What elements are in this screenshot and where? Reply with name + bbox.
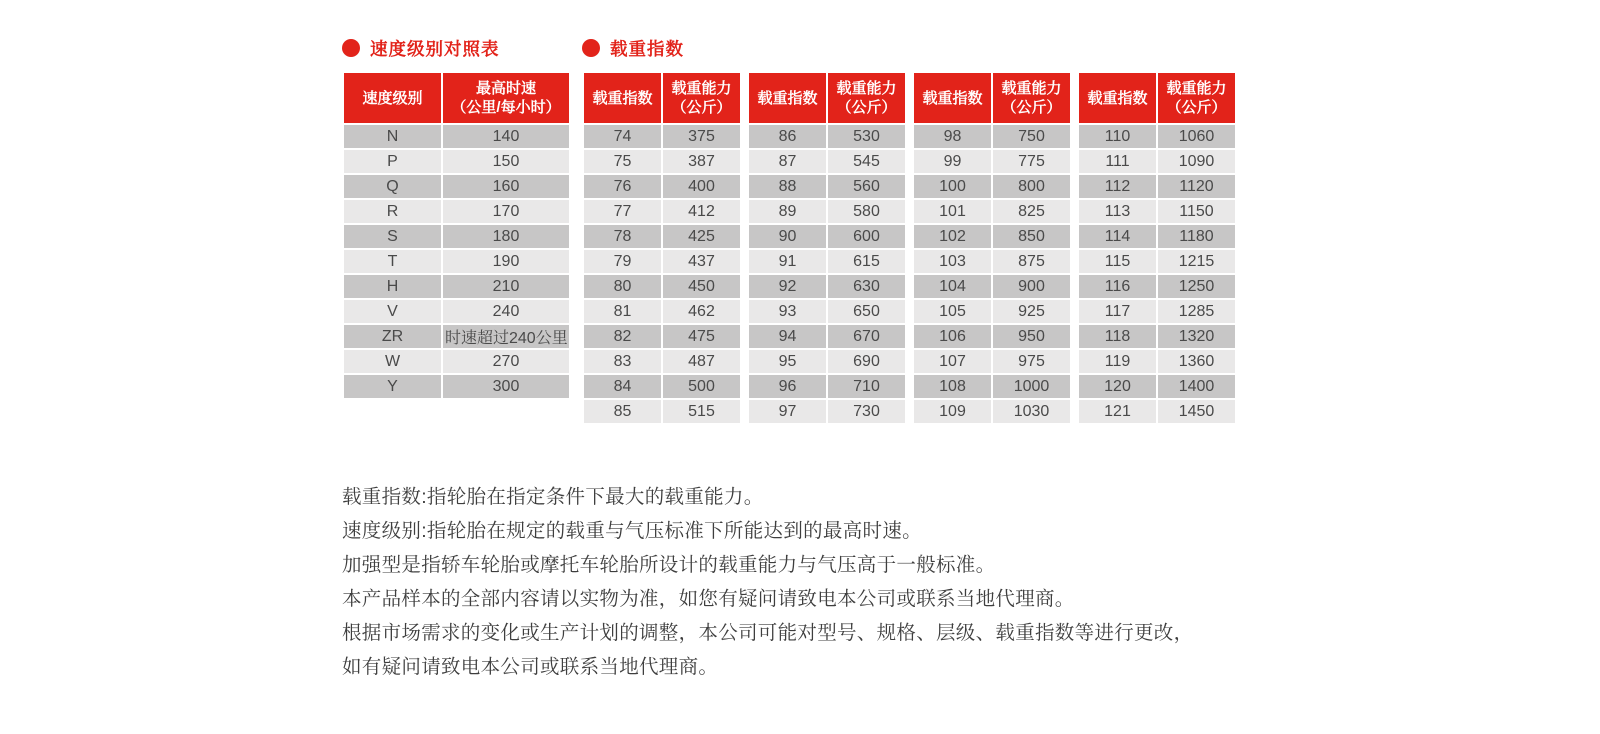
load-index-header: 载重指数 bbox=[748, 72, 827, 124]
table-row bbox=[583, 199, 741, 224]
table-row bbox=[343, 249, 570, 274]
load-capacity-header-line2: （公斤） bbox=[671, 99, 732, 116]
table-row bbox=[583, 299, 741, 324]
load-capacity-cell: 600 bbox=[827, 224, 906, 249]
table-row bbox=[748, 224, 906, 249]
load-index-header: 载重指数 bbox=[1078, 72, 1157, 124]
load-capacity-cell: 1000 bbox=[992, 374, 1071, 399]
table-row bbox=[343, 324, 570, 349]
table-row bbox=[583, 124, 741, 149]
load-capacity-cell: 425 bbox=[662, 224, 741, 249]
speed-level-header: 速度级别 bbox=[343, 72, 442, 124]
load-capacity-cell: 750 bbox=[992, 124, 1071, 149]
load-capacity-cell: 1090 bbox=[1157, 149, 1236, 174]
load-index-cell: 90 bbox=[748, 224, 827, 249]
max-speed-header bbox=[442, 72, 570, 124]
load-index-cell: 98 bbox=[913, 124, 992, 149]
load-capacity-cell: 412 bbox=[662, 199, 741, 224]
load-index-cell: 75 bbox=[583, 149, 662, 174]
table-row bbox=[1078, 324, 1236, 349]
load-index-cell: 95 bbox=[748, 349, 827, 374]
load-capacity-cell: 1060 bbox=[1157, 124, 1236, 149]
max-speed-cell: 160 bbox=[442, 174, 570, 199]
load-capacity-cell: 825 bbox=[992, 199, 1071, 224]
load-capacity-header bbox=[992, 72, 1071, 124]
load-index-cell: 74 bbox=[583, 124, 662, 149]
load-capacity-header bbox=[1157, 72, 1236, 124]
table-row bbox=[583, 224, 741, 249]
load-capacity-cell: 730 bbox=[827, 399, 906, 424]
table-row bbox=[748, 124, 906, 149]
speed-level-cell: P bbox=[343, 149, 442, 174]
max-speed-cell: 300 bbox=[442, 374, 570, 399]
load-capacity-cell: 800 bbox=[992, 174, 1071, 199]
load-table-title-text: 载重指数 bbox=[610, 38, 684, 59]
load-capacity-cell: 437 bbox=[662, 249, 741, 274]
table-row bbox=[1078, 249, 1236, 274]
load-capacity-header-line1: 载重能力 bbox=[836, 80, 897, 97]
load-capacity-cell: 670 bbox=[827, 324, 906, 349]
load-index-cell: 113 bbox=[1078, 199, 1157, 224]
max-speed-cell: 270 bbox=[442, 349, 570, 374]
load-index-cell: 121 bbox=[1078, 399, 1157, 424]
load-capacity-cell: 875 bbox=[992, 249, 1071, 274]
load-index-cell: 85 bbox=[583, 399, 662, 424]
load-capacity-cell: 450 bbox=[662, 274, 741, 299]
note-line-4: 本产品样本的全部内容请以实物为准，如您有疑问请致电本公司或联系当地代理商。 bbox=[342, 588, 1075, 610]
load-capacity-cell: 775 bbox=[992, 149, 1071, 174]
table-row bbox=[583, 324, 741, 349]
max-speed-header-line1: 最高时速 bbox=[475, 80, 536, 97]
load-capacity-header-line2: （公斤） bbox=[1001, 99, 1062, 116]
load-index-cell: 103 bbox=[913, 249, 992, 274]
table-row bbox=[748, 399, 906, 424]
table-row bbox=[583, 399, 741, 424]
load-index-cell: 94 bbox=[748, 324, 827, 349]
load-capacity-cell: 1320 bbox=[1157, 324, 1236, 349]
load-capacity-header-line1: 载重能力 bbox=[1001, 80, 1062, 97]
red-dot-icon bbox=[582, 39, 600, 57]
load-index-cell: 117 bbox=[1078, 299, 1157, 324]
load-capacity-cell: 975 bbox=[992, 349, 1071, 374]
table-row bbox=[913, 399, 1071, 424]
load-index-cell: 114 bbox=[1078, 224, 1157, 249]
load-capacity-cell: 925 bbox=[992, 299, 1071, 324]
load-index-cell: 107 bbox=[913, 349, 992, 374]
table-row bbox=[583, 249, 741, 274]
max-speed-cell: 170 bbox=[442, 199, 570, 224]
table-row bbox=[1078, 374, 1236, 399]
load-index-cell: 81 bbox=[583, 299, 662, 324]
load-index-cell: 116 bbox=[1078, 274, 1157, 299]
table-row bbox=[343, 124, 570, 149]
table-row bbox=[913, 324, 1071, 349]
table-row bbox=[343, 224, 570, 249]
table-row bbox=[343, 199, 570, 224]
load-capacity-header bbox=[827, 72, 906, 124]
load-index-cell: 77 bbox=[583, 199, 662, 224]
load-index-cell: 86 bbox=[748, 124, 827, 149]
load-index-table-group-4 bbox=[1077, 71, 1237, 425]
table-row bbox=[343, 349, 570, 374]
table-row bbox=[1078, 299, 1236, 324]
load-capacity-header-line2: （公斤） bbox=[836, 99, 897, 116]
load-capacity-cell: 515 bbox=[662, 399, 741, 424]
load-capacity-cell: 950 bbox=[992, 324, 1071, 349]
load-capacity-cell: 690 bbox=[827, 349, 906, 374]
load-capacity-cell: 580 bbox=[827, 199, 906, 224]
table-row bbox=[913, 349, 1071, 374]
table-row bbox=[343, 149, 570, 174]
load-capacity-header-line1: 载重能力 bbox=[1166, 80, 1227, 97]
table-row bbox=[748, 374, 906, 399]
load-index-cell: 119 bbox=[1078, 349, 1157, 374]
table-row bbox=[343, 274, 570, 299]
table-row bbox=[913, 299, 1071, 324]
load-capacity-cell: 500 bbox=[662, 374, 741, 399]
note-line-6: 如有疑问请致电本公司或联系当地代理商。 bbox=[342, 656, 719, 678]
load-index-cell: 83 bbox=[583, 349, 662, 374]
load-index-cell: 108 bbox=[913, 374, 992, 399]
table-row bbox=[1078, 399, 1236, 424]
max-speed-cell: 190 bbox=[442, 249, 570, 274]
load-index-table-group-1 bbox=[582, 71, 742, 425]
load-capacity-cell: 487 bbox=[662, 349, 741, 374]
table-row bbox=[748, 349, 906, 374]
load-table-groups bbox=[582, 71, 1237, 425]
load-index-cell: 110 bbox=[1078, 124, 1157, 149]
load-capacity-cell: 1285 bbox=[1157, 299, 1236, 324]
table-row bbox=[913, 374, 1071, 399]
speed-level-cell: S bbox=[343, 224, 442, 249]
load-index-cell: 93 bbox=[748, 299, 827, 324]
load-capacity-cell: 475 bbox=[662, 324, 741, 349]
table-row bbox=[343, 299, 570, 324]
speed-level-cell: T bbox=[343, 249, 442, 274]
table-row bbox=[748, 274, 906, 299]
header-row bbox=[748, 72, 906, 124]
load-index-cell: 99 bbox=[913, 149, 992, 174]
load-index-cell: 104 bbox=[913, 274, 992, 299]
header-row bbox=[913, 72, 1071, 124]
load-capacity-header bbox=[662, 72, 741, 124]
load-index-cell: 118 bbox=[1078, 324, 1157, 349]
header-row bbox=[1078, 72, 1236, 124]
max-speed-cell: 240 bbox=[442, 299, 570, 324]
load-index-cell: 100 bbox=[913, 174, 992, 199]
load-capacity-cell: 850 bbox=[992, 224, 1071, 249]
table-row bbox=[583, 374, 741, 399]
load-index-cell: 88 bbox=[748, 174, 827, 199]
speed-rating-section bbox=[342, 38, 571, 400]
load-index-table-group-3 bbox=[912, 71, 1072, 425]
load-index-cell: 101 bbox=[913, 199, 992, 224]
speed-table-title-text: 速度级别对照表 bbox=[370, 38, 500, 59]
table-row bbox=[913, 274, 1071, 299]
table-row bbox=[748, 174, 906, 199]
load-capacity-cell: 400 bbox=[662, 174, 741, 199]
speed-level-cell: ZR bbox=[343, 324, 442, 349]
load-capacity-cell: 1450 bbox=[1157, 399, 1236, 424]
load-capacity-cell: 1360 bbox=[1157, 349, 1236, 374]
load-capacity-cell: 462 bbox=[662, 299, 741, 324]
speed-level-cell: R bbox=[343, 199, 442, 224]
load-capacity-cell: 1400 bbox=[1157, 374, 1236, 399]
load-index-cell: 109 bbox=[913, 399, 992, 424]
load-table-title bbox=[582, 38, 1237, 58]
table-row bbox=[913, 199, 1071, 224]
load-capacity-cell: 560 bbox=[827, 174, 906, 199]
table-row bbox=[748, 324, 906, 349]
table-row bbox=[583, 349, 741, 374]
load-capacity-cell: 710 bbox=[827, 374, 906, 399]
max-speed-cell: 210 bbox=[442, 274, 570, 299]
load-index-cell: 84 bbox=[583, 374, 662, 399]
note-line-1: 载重指数:指轮胎在指定条件下最大的载重能力。 bbox=[342, 486, 764, 508]
load-capacity-header-line2: （公斤） bbox=[1166, 99, 1227, 116]
load-index-header: 载重指数 bbox=[583, 72, 662, 124]
load-capacity-cell: 387 bbox=[662, 149, 741, 174]
load-capacity-cell: 375 bbox=[662, 124, 741, 149]
table-row bbox=[1078, 224, 1236, 249]
max-speed-cell: 时速超过240公里 bbox=[442, 324, 570, 349]
speed-level-cell: H bbox=[343, 274, 442, 299]
max-speed-cell: 150 bbox=[442, 149, 570, 174]
load-capacity-cell: 1250 bbox=[1157, 274, 1236, 299]
load-index-cell: 120 bbox=[1078, 374, 1157, 399]
table-row bbox=[748, 299, 906, 324]
speed-level-cell: Q bbox=[343, 174, 442, 199]
table-row bbox=[1078, 149, 1236, 174]
load-index-header: 载重指数 bbox=[913, 72, 992, 124]
speed-level-cell: V bbox=[343, 299, 442, 324]
load-capacity-cell: 530 bbox=[827, 124, 906, 149]
load-index-cell: 89 bbox=[748, 199, 827, 224]
table-row bbox=[1078, 124, 1236, 149]
table-row bbox=[1078, 349, 1236, 374]
note-line-5: 根据市场需求的变化或生产计划的调整，本公司可能对型号、规格、层级、载重指数等进行更改， bbox=[342, 622, 1194, 644]
load-capacity-cell: 1030 bbox=[992, 399, 1071, 424]
load-index-cell: 115 bbox=[1078, 249, 1157, 274]
red-dot-icon bbox=[342, 39, 360, 57]
speed-table-title bbox=[342, 38, 571, 58]
load-capacity-cell: 1120 bbox=[1157, 174, 1236, 199]
table-row bbox=[583, 274, 741, 299]
load-index-section bbox=[582, 38, 1237, 425]
table-row bbox=[343, 174, 570, 199]
table-row bbox=[913, 124, 1071, 149]
table-row bbox=[748, 199, 906, 224]
load-capacity-cell: 545 bbox=[827, 149, 906, 174]
table-row bbox=[343, 374, 570, 399]
load-index-table-group-2 bbox=[747, 71, 907, 425]
load-index-cell: 87 bbox=[748, 149, 827, 174]
table-row bbox=[913, 224, 1071, 249]
load-index-cell: 111 bbox=[1078, 149, 1157, 174]
load-index-cell: 79 bbox=[583, 249, 662, 274]
load-index-cell: 102 bbox=[913, 224, 992, 249]
note-line-2: 速度级别:指轮胎在规定的载重与气压标准下所能达到的最高时速。 bbox=[342, 520, 922, 542]
speed-rating-table bbox=[342, 71, 571, 400]
max-speed-header-line2: （公里/每小时） bbox=[451, 99, 561, 116]
table-row bbox=[1078, 274, 1236, 299]
load-index-cell: 92 bbox=[748, 274, 827, 299]
load-index-cell: 105 bbox=[913, 299, 992, 324]
note-line-3: 加强型是指轿车轮胎或摩托车轮胎所设计的载重能力与气压高于一般标准。 bbox=[342, 554, 996, 576]
load-capacity-cell: 1180 bbox=[1157, 224, 1236, 249]
table-row bbox=[748, 149, 906, 174]
table-row bbox=[1078, 174, 1236, 199]
load-capacity-cell: 650 bbox=[827, 299, 906, 324]
max-speed-cell: 180 bbox=[442, 224, 570, 249]
load-index-cell: 112 bbox=[1078, 174, 1157, 199]
speed-level-cell: N bbox=[343, 124, 442, 149]
load-capacity-header-line1: 载重能力 bbox=[671, 80, 732, 97]
load-capacity-cell: 1215 bbox=[1157, 249, 1236, 274]
load-capacity-cell: 900 bbox=[992, 274, 1071, 299]
load-index-cell: 78 bbox=[583, 224, 662, 249]
load-capacity-cell: 630 bbox=[827, 274, 906, 299]
header-row bbox=[583, 72, 741, 124]
table-row bbox=[583, 174, 741, 199]
table-row bbox=[1078, 199, 1236, 224]
load-capacity-cell: 1150 bbox=[1157, 199, 1236, 224]
table-row bbox=[913, 249, 1071, 274]
load-index-cell: 82 bbox=[583, 324, 662, 349]
max-speed-cell: 140 bbox=[442, 124, 570, 149]
footnotes bbox=[342, 480, 1292, 684]
table-row bbox=[583, 149, 741, 174]
load-index-cell: 91 bbox=[748, 249, 827, 274]
table-row bbox=[748, 249, 906, 274]
load-index-cell: 96 bbox=[748, 374, 827, 399]
load-capacity-cell: 615 bbox=[827, 249, 906, 274]
load-index-cell: 76 bbox=[583, 174, 662, 199]
load-index-cell: 80 bbox=[583, 274, 662, 299]
load-index-cell: 97 bbox=[748, 399, 827, 424]
speed-level-cell: W bbox=[343, 349, 442, 374]
table-row bbox=[913, 149, 1071, 174]
speed-level-cell: Y bbox=[343, 374, 442, 399]
table-row bbox=[913, 174, 1071, 199]
header-row bbox=[343, 72, 570, 124]
load-index-cell: 106 bbox=[913, 324, 992, 349]
